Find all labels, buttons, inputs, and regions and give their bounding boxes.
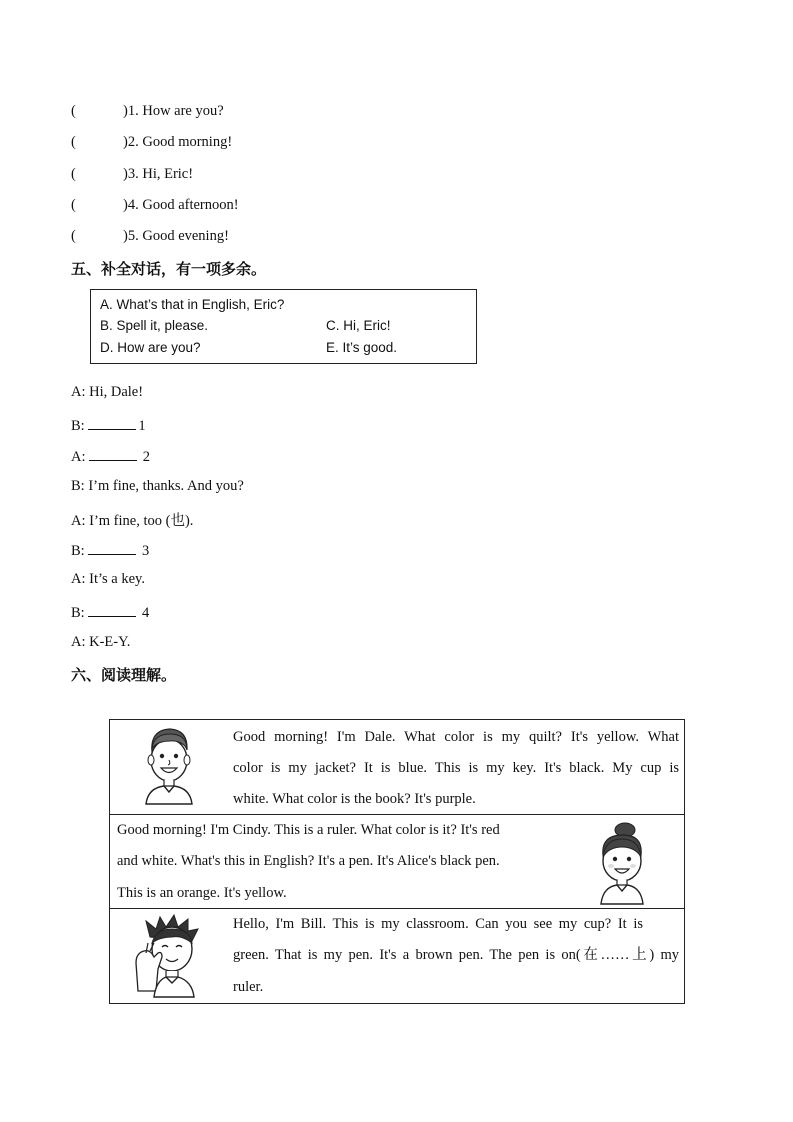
dialogue-line-8: B: 4 [71, 602, 149, 622]
boy-bill-illustration [132, 913, 210, 999]
answer-blank[interactable] [88, 415, 136, 430]
dialogue-line-3: A: 2 [71, 446, 150, 466]
option-a: A. What’s that in English, Eric? [100, 297, 285, 312]
matching-item-1: ( )1. How are you? [71, 103, 224, 119]
dialogue-line-6: B: 3 [71, 540, 149, 560]
option-c: C. Hi, Eric! [326, 318, 391, 333]
reading-table [109, 719, 685, 1004]
options-box [90, 289, 477, 364]
dialogue-line-9: A: K-E-Y. [71, 634, 131, 650]
matching-item-2: ( )2. Good morning! [71, 134, 233, 150]
matching-item-5: ( )5. Good evening! [71, 228, 229, 244]
cindy-text-line-1: Good morning! I'm Cindy. This is a ruler. What color is it? It's red [117, 822, 500, 838]
dialogue-line-7: A: It’s a key. [71, 571, 145, 587]
boy-dale-illustration [140, 724, 198, 806]
cindy-text-line-2: and white. What's this in English? It's a pen. It's Alice's black pen. [117, 853, 500, 869]
section-6-title: 六、阅读理解。 [71, 666, 177, 684]
dialogue-line-4: B: I’m fine, thanks. And you? [71, 478, 244, 494]
cindy-text-line-3: This is an orange. It's yellow. [117, 885, 287, 901]
answer-blank[interactable] [88, 602, 136, 617]
option-d: D. How are you? [100, 340, 201, 355]
matching-item-3: ( )3. Hi, Eric! [71, 166, 194, 182]
dialogue-line-2: B: 1 [71, 415, 146, 435]
dale-text-line-2: color is my jacket? It is blue. This is my key. It's black. My cup is [233, 760, 679, 776]
reading-row-bill [110, 909, 684, 1003]
reading-row-dale [110, 720, 684, 815]
bill-text-line-1: Hello, I'm Bill. This is my classroom. Can you see my cup? It is [233, 916, 643, 932]
reading-row-cindy [110, 815, 684, 909]
matching-item-4: ( )4. Good afternoon! [71, 197, 239, 213]
dialogue-line-5: A: I’m fine, too (也). [71, 513, 194, 529]
dale-text-line-1: Good morning! I'm Dale. What color is my quilt? It's yellow. What [233, 729, 679, 745]
section-5-title: 五、补全对话，有一项多余。 [71, 260, 267, 278]
option-e: E. It’s good. [326, 340, 398, 355]
bill-text-line-2: green. That is my pen. It's a brown pen. The pen is on(在……上) my [233, 947, 679, 963]
girl-cindy-illustration [591, 821, 653, 905]
answer-blank[interactable] [88, 540, 136, 555]
dialogue-line-1: A: Hi, Dale! [71, 384, 144, 400]
bill-text-line-3: ruler. [233, 979, 264, 995]
answer-blank[interactable] [89, 446, 137, 461]
option-b: B. Spell it, please. [100, 318, 209, 333]
dale-text-line-3: white. What color is the book? It's purple. [233, 791, 476, 807]
